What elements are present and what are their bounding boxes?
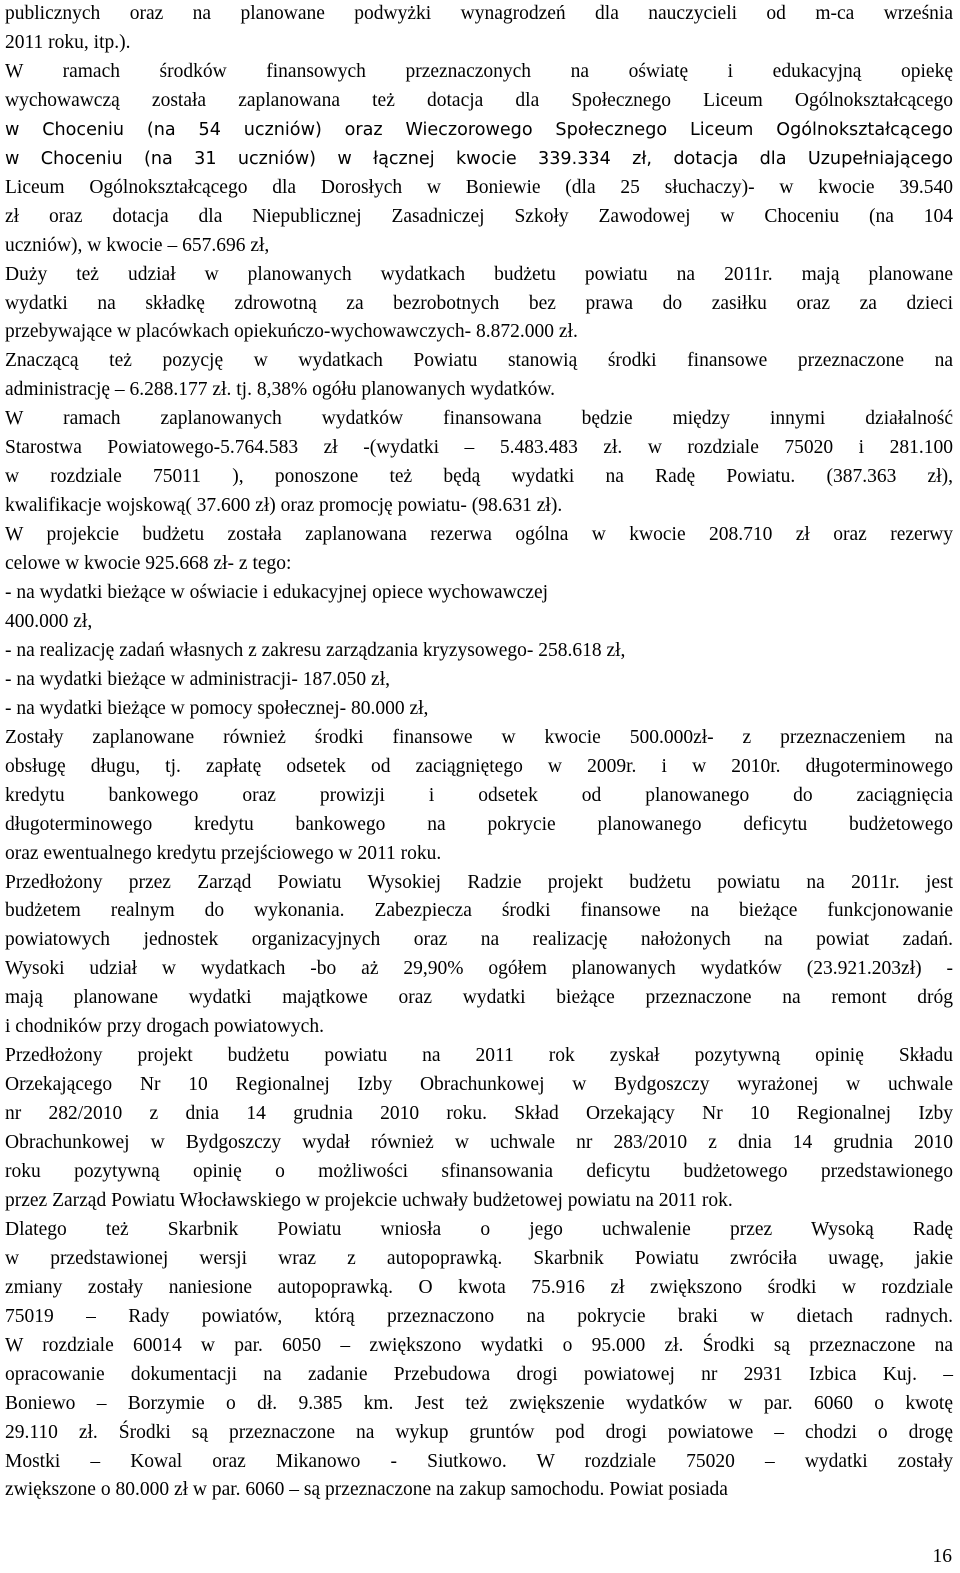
text-line: Starostwa Powiatowego-5.764.583 zł -(wydatki – 5.483.483 zł. w rozdziale 75020 i 281.100 <box>5 437 953 459</box>
text-line: zwiększone o 80.000 zł w par. 6060 – są przeznaczone na zakup samochodu. Powiat posiada <box>5 1479 728 1501</box>
text-line: - na wydatki bieżące w pomocy społecznej- 80.000 zł, <box>5 697 429 719</box>
text-line: - na realizację zadań własnych z zakresu zarządzania kryzysowego- 258.618 zł, <box>5 639 626 661</box>
text-line: długoterminowego kredytu bankowego na pokrycie planowanego deficytu budżetowego <box>5 813 953 835</box>
text-line: Przedłożony projekt budżetu powiatu na 2011 rok zyskał pozytywną opinię Składu <box>5 1045 953 1067</box>
text-line: W ramach zaplanowanych wydatków finansowana będzie między innymi działalność <box>5 408 953 430</box>
text-line: w Choceniu (na 54 uczniów) oraz Wieczorowego Społecznego Liceum Ogólnokształcącego <box>5 119 953 140</box>
text-line: przez Zarząd Powiatu Włocławskiego w projekcie uchwały budżetowej powiatu na 2011 rok. <box>5 1189 733 1211</box>
text-line: celowe w kwocie 925.668 zł- z tego: <box>5 553 292 575</box>
text-line: oraz ewentualnego kredytu przejściowego w 2011 roku. <box>5 842 442 864</box>
text-line: 400.000 zł, <box>5 610 93 632</box>
text-line: 29.110 zł. Środki są przeznaczone na wykup gruntów pod drogi powiatowe – chodzi o drogę <box>5 1421 953 1443</box>
text-line: Znaczącą też pozycję w wydatkach Powiatu stanowią środki finansowe przeznaczone na <box>5 350 953 372</box>
text-line: publicznych oraz na planowane podwyżki wynagrodzeń dla nauczycieli od m-ca września <box>5 3 953 24</box>
text-line: wychowawczą została zaplanowana też dotacja dla Społecznego Liceum Ogólnokształcącego <box>5 89 953 111</box>
page-number: 16 <box>932 1546 952 1567</box>
text-line: Mostki – Kowal oraz Mikanowo - Siutkowo. W rozdziale 75020 – wydatki zostały <box>5 1450 953 1472</box>
text-line: obsługę długu, tj. zapłatę odsetek od zaciągniętego w 2009r. i w 2010r. długoterminowego <box>5 755 953 777</box>
text-line: zmiany zostały naniesione autopoprawką. O kwota 75.916 zł zwiększono środki w rozdziale <box>5 1276 953 1298</box>
text-line: opracowanie dokumentacji na zadanie Przebudowa drogi powiatowej nr 2931 Izbica Kuj. – <box>5 1363 953 1385</box>
text-line: 75019 – Rady powiatów, którą przeznaczono na pokrycie braki w dietach radnych. <box>5 1305 953 1327</box>
text-line: Liceum Ogólnokształcącego dla Dorosłych w Boniewie (dla 25 słuchaczy)- w kwocie 39.540 <box>5 176 953 198</box>
text-line: Wysoki udział w wydatkach -bo aż 29,90% ogółem planowanych wydatków (23.921.203zł) - <box>5 958 953 980</box>
text-line: W rozdziale 60014 w par. 6050 – zwiększono wydatki o 95.000 zł. Środki są przeznaczone na <box>5 1334 953 1356</box>
text-line: budżetem realnym do wykonania. Zabezpiecza środki finansowe na bieżące funkcjonowanie <box>5 900 953 922</box>
text-line: zł oraz dotacja dla Niepublicznej Zasadniczej Szkoły Zawodowej w Choceniu (na 104 <box>5 205 953 227</box>
text-line: w przedstawionej wersji wraz z autopoprawką. Skarbnik Powiatu zwróciła uwagę, jakie <box>5 1247 953 1269</box>
text-line: Przedłożony przez Zarząd Powiatu Wysokiej Radzie projekt budżetu powiatu na 2011r. jest <box>5 871 953 893</box>
text-line: Zostały zaplanowane również środki finansowe w kwocie 500.000zł- z przeznaczeniem na <box>5 726 953 748</box>
text-line: kredytu bankowego oraz prowizji i odsetek od planowanego do zaciągnięcia <box>5 784 953 806</box>
text-line: roku pozytywną opinię o możliwości sfinansowania deficytu budżetowego przedstawionego <box>5 1161 953 1182</box>
text-line: W ramach środków finansowych przeznaczonych na oświatę i edukacyjną opiekę <box>5 60 953 82</box>
text-line: Orzekającego Nr 10 Regionalnej Izby Obrachunkowej w Bydgoszczy wyrażonej w uchwale <box>5 1074 953 1096</box>
text-line: w rozdziale 75011 ), ponoszone też będą wydatki na Radę Powiatu. (387.363 zł), <box>5 466 953 488</box>
document-page <box>5 0 953 1573</box>
text-line: Duży też udział w planowanych wydatkach budżetu powiatu na 2011r. mają planowane <box>5 263 953 285</box>
text-line: w Choceniu (na 31 uczniów) w łącznej kwocie 339.334 zł, dotacja dla Uzupełniającego <box>5 148 953 169</box>
text-line: i chodników przy drogach powiatowych. <box>5 1016 324 1038</box>
text-line: wydatki na składkę zdrowotną za bezrobotnych bez prawa do zasiłku oraz za dzieci <box>5 292 953 314</box>
text-line: kwalifikacje wojskową( 37.600 zł) oraz promocję powiatu- (98.631 zł). <box>5 495 563 517</box>
text-line: administrację – 6.288.177 zł. tj. 8,38% ogółu planowanych wydatków. <box>5 379 556 401</box>
text-line: Dlatego też Skarbnik Powiatu wniosła o jego uchwalenie przez Wysoką Radę <box>5 1218 953 1240</box>
text-line: powiatowych jednostek organizacyjnych oraz na realizację nałożonych na powiat zadań. <box>5 929 953 951</box>
text-line: nr 282/2010 z dnia 14 grudnia 2010 roku. Skład Orzekający Nr 10 Regionalnej Izby <box>5 1103 953 1125</box>
text-line: - na wydatki bieżące w oświacie i edukacyjnej opiece wychowawczej <box>5 582 549 603</box>
text-line: przebywające w placówkach opiekuńczo-wychowawczych- 8.872.000 zł. <box>5 321 578 343</box>
text-line: Obrachunkowej w Bydgoszczy wydał również w uchwale nr 283/2010 z dnia 14 grudnia 2010 <box>5 1132 953 1154</box>
text-line: uczniów), w kwocie – 657.696 zł, <box>5 234 270 256</box>
text-line: Boniewo – Borzymie o dł. 9.385 km. Jest też zwiększenie wydatków w par. 6060 o kwotę <box>5 1392 953 1414</box>
text-line: 2011 roku, itp.). <box>5 31 131 53</box>
text-line: mają planowane wydatki majątkowe oraz wydatki bieżące przeznaczone na remont dróg <box>5 987 953 1009</box>
text-line: - na wydatki bieżące w administracji- 187.050 zł, <box>5 668 390 690</box>
text-line: W projekcie budżetu została zaplanowana rezerwa ogólna w kwocie 208.710 zł oraz rezerwy <box>5 524 953 546</box>
